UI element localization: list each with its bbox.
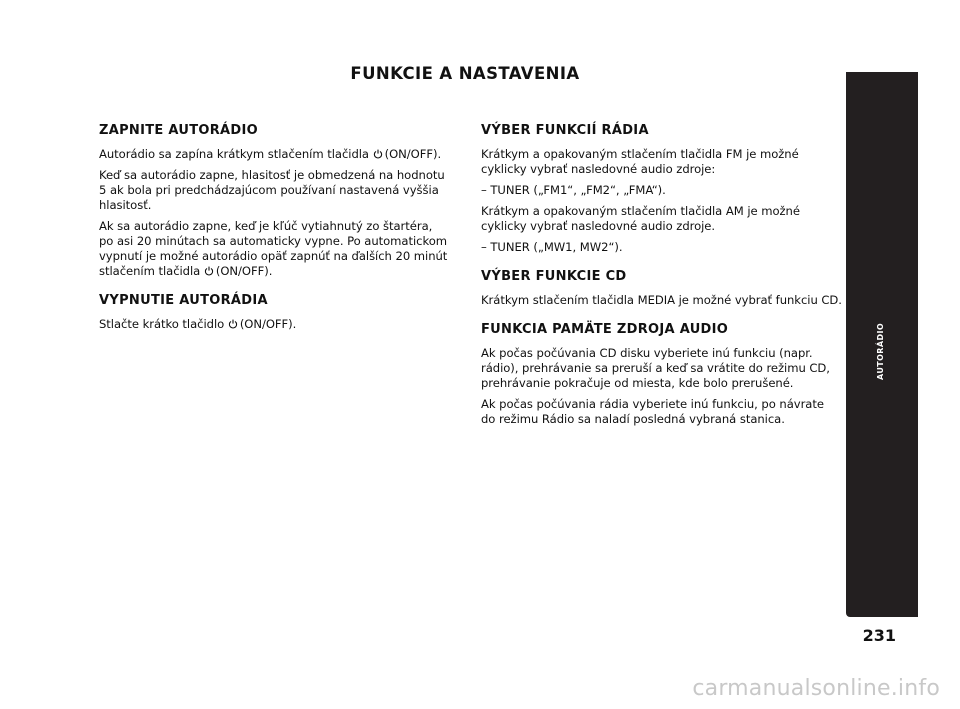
chapter-tab-label: AUTORÁDIO xyxy=(876,322,885,380)
section-vypnutie-autoradia xyxy=(99,292,461,332)
text: (ON/OFF). xyxy=(215,264,273,278)
text: stlačením tlačidla xyxy=(99,264,201,278)
text-line: Ak počas počúvania rádia vyberiete inú funkciu, po návrate xyxy=(481,397,824,411)
text-line: cyklicky vybrať nasledovné audio zdroje: xyxy=(481,162,716,176)
text-line xyxy=(99,264,461,279)
section-heading: VÝBER FUNKCIE CD xyxy=(481,269,627,284)
watermark: carmanualsonline.info xyxy=(692,676,940,701)
text-line: Krátkym a opakovaným stlačením tlačidla AM je možné xyxy=(481,204,800,218)
text-line: hlasitosť. xyxy=(99,198,152,212)
section-heading: VYPNUTIE AUTORÁDIA xyxy=(99,293,268,308)
page-title: FUNKCIE A NASTAVENIA xyxy=(350,64,580,83)
section-zapnite-autoradio xyxy=(99,122,461,279)
text: Autorádio sa zapína krátkym stlačením tlačidla xyxy=(99,147,369,161)
paragraph xyxy=(99,317,461,332)
paragraph: Krátkym stlačením tlačidla MEDIA je možné vybrať funkciu CD. xyxy=(481,293,842,307)
text-line: vypnutí je možné autorádio opäť zapnúť na ďalších 20 minút xyxy=(99,249,448,263)
text-line: Keď sa autorádio zapne, hlasitosť je obmedzená na hodnotu xyxy=(99,168,445,182)
section-vyber-funkcie-cd xyxy=(481,268,843,308)
paragraph xyxy=(99,147,461,162)
paragraph xyxy=(99,168,461,213)
paragraph xyxy=(481,346,843,391)
paragraph xyxy=(481,204,843,234)
power-icon xyxy=(228,319,238,329)
paragraph xyxy=(99,219,461,279)
section-heading: VÝBER FUNKCIÍ RÁDIA xyxy=(481,123,649,138)
page-number: 231 xyxy=(862,626,896,645)
text-line: Ak počas počúvania CD disku vyberiete inú funkciu (napr. xyxy=(481,346,813,360)
text: Stlačte krátko tlačidlo xyxy=(99,317,225,331)
text-line: Ak sa autorádio zapne, keď je kľúč vytiahnutý zo štartéra, xyxy=(99,219,433,233)
power-icon xyxy=(204,266,214,276)
section-funkcia-pamate-zdroja-audio xyxy=(481,321,843,427)
paragraph: – TUNER („FM1“, „FM2“, „FMA“). xyxy=(481,183,666,197)
text: (ON/OFF). xyxy=(239,317,297,331)
power-icon xyxy=(373,149,383,159)
paragraph xyxy=(481,147,843,177)
text-line: prehrávanie pokračuje od miesta, kde bolo prerušené. xyxy=(481,376,794,390)
text-line: do režimu Rádio sa naladí posledná vybraná stanica. xyxy=(481,412,785,426)
right-column xyxy=(481,122,843,433)
section-vyber-funkcii-radia xyxy=(481,122,843,255)
text-line: Krátkym a opakovaným stlačením tlačidla FM je možné xyxy=(481,147,799,161)
section-heading: FUNKCIA PAMÄTE ZDROJA AUDIO xyxy=(481,322,729,337)
text-line: rádio), prehrávanie sa preruší a keď sa vrátite do režimu CD, xyxy=(481,361,830,375)
paragraph xyxy=(481,397,843,427)
text-line: cyklicky vybrať nasledovné audio zdroje. xyxy=(481,219,716,233)
section-heading: ZAPNITE AUTORÁDIO xyxy=(99,123,258,138)
text: (ON/OFF). xyxy=(384,147,442,161)
text-line: po asi 20 minútach sa automaticky vypne. Po automatickom xyxy=(99,234,448,248)
text-line: 5 ak bola pri predchádzajúcom používaní nastavená vyššia xyxy=(99,183,439,197)
paragraph: – TUNER („MW1, MW2“). xyxy=(481,240,623,254)
left-column xyxy=(99,122,461,338)
